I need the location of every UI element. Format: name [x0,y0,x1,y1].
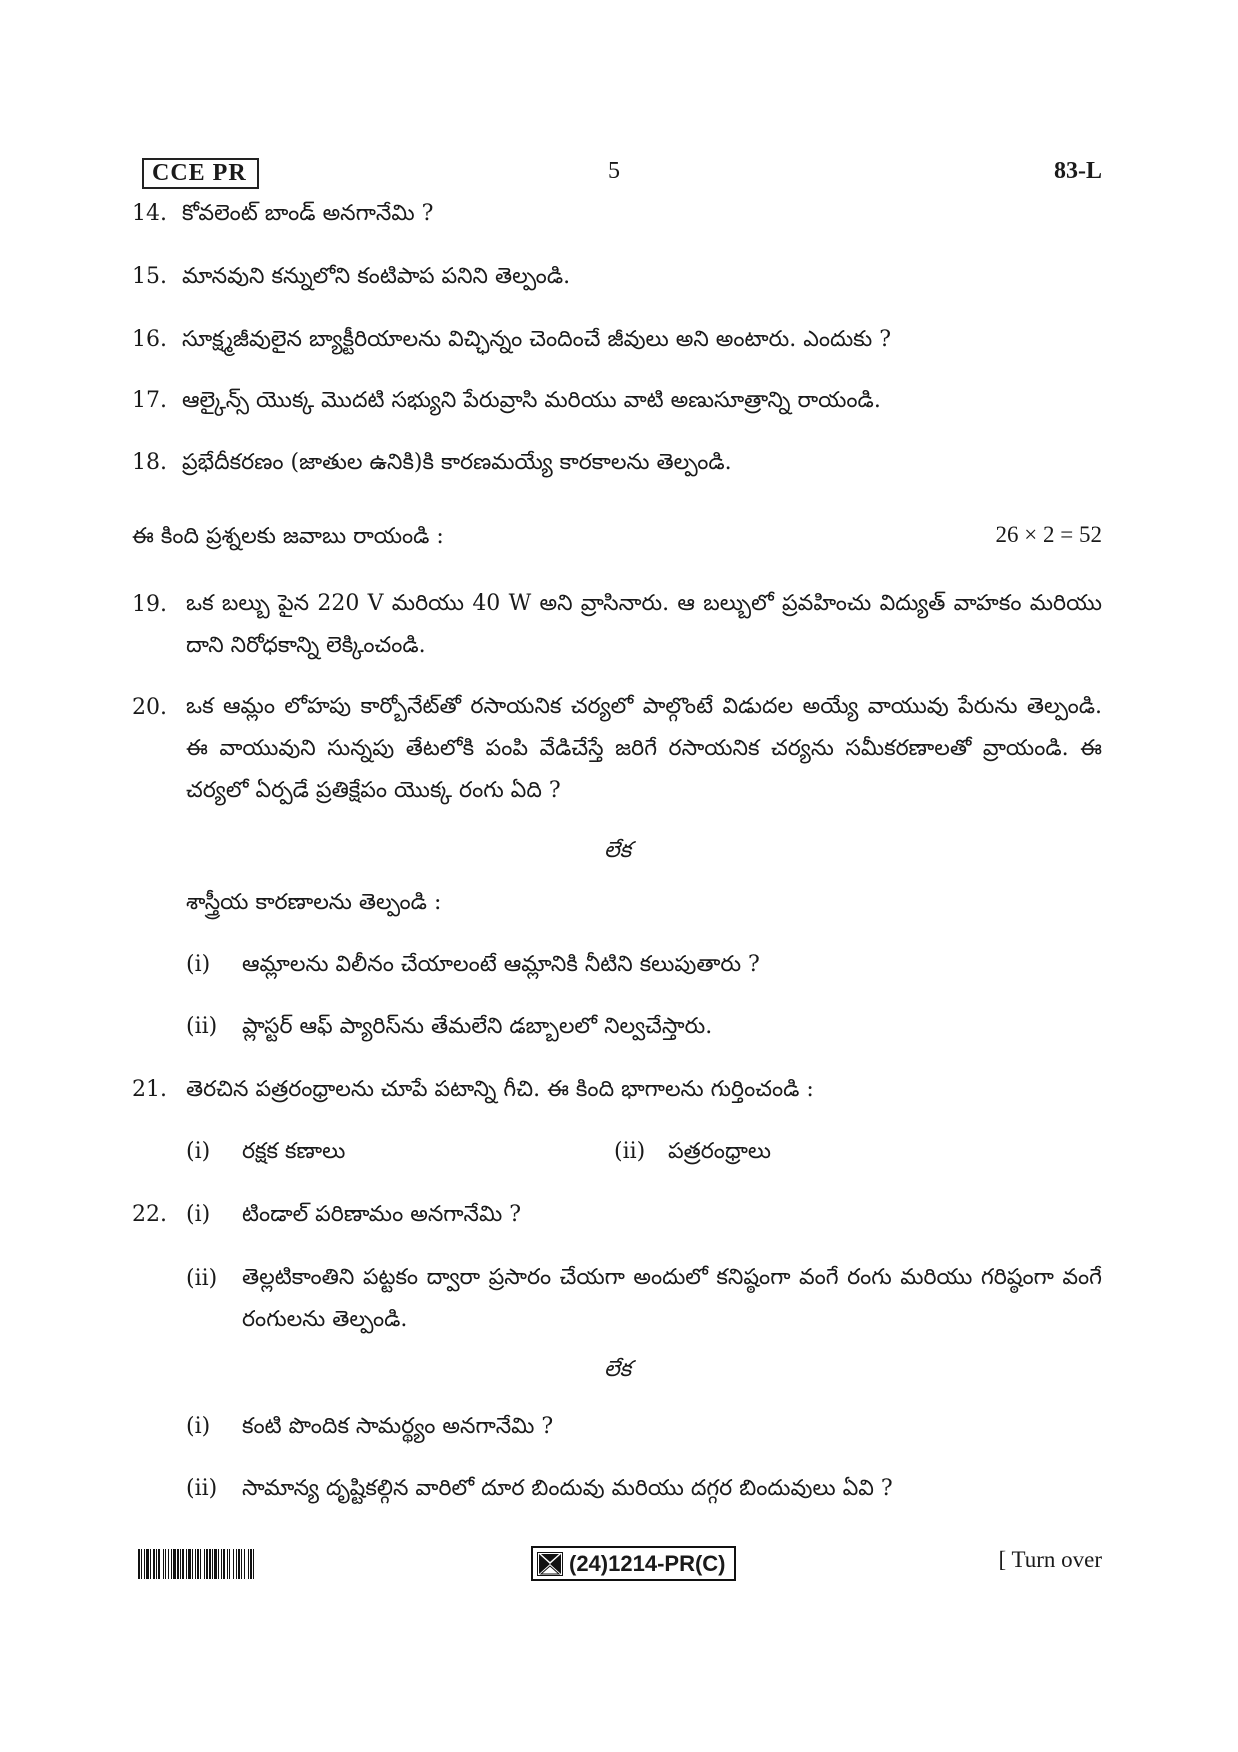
question-14 [132,199,433,229]
question-21-item-i [186,1137,345,1167]
item-number: (ii) [186,1014,218,1039]
question-number: 17. [132,388,167,413]
header-code-box: CCE PR [142,158,259,189]
question-20-alt-intro: శాస్త్రీయ కారణాలను తెల్పండి : [186,890,442,915]
question-number: 21. [132,1077,167,1102]
question-text: ఆల్కైన్స్ యొక్క మొదటి సభ్యుని పేరువ్రాసి మరియు వాటి అణుసూత్రాన్ని రాయండి. [182,388,881,413]
or-separator: లేక [604,838,632,863]
question-18 [132,448,732,478]
booklet-code: (24)1214-PR(C) [569,1550,726,1576]
item-number: (i) [186,1202,211,1227]
turn-over-label: [ Turn over [998,1547,1102,1572]
section-marks: 26 × 2 = 52 [995,522,1102,547]
question-22-item-ii-text: తెల్లటికాంతిని పట్టకం ద్వారా ప్రసారం చేయగా అందులో కనిష్ఠంగా వంగే రంగు మరియు గరిష్ఠంగా వంగే రంగులను తెల్పండి. [242,1265,1102,1332]
question-text: తెరచిన పత్రరంధ్రాలను చూపే పటాన్ని గీచి. ఈ కింది భాగాలను గుర్తించండి : [186,1077,814,1102]
question-19-number: 19. [132,592,167,617]
booklet-code-box [531,1546,736,1581]
question-21-item-ii [614,1137,771,1167]
question-19-text: ఒక బల్బు పైన 220 V మరియు 40 W అని వ్రాసినారు. ఆ బల్బులో ప్రవహించు విద్యుత్ వాహకం మరియు దాని నిరోధకాన్ని లెక్కించండి. [186,591,1102,658]
question-text: సూక్ష్మజీవులైన బ్యాక్టీరియాలను విచ్ఛిన్నం చెందించే జీవులు అని అంటారు. ఎందుకు ? [182,327,892,352]
question-text: ప్రభేదీకరణం (జాతుల ఉనికి)కి కారణమయ్యే కారకాలను తెల్పండి. [182,450,732,475]
question-15 [132,262,570,292]
item-number: (ii) [186,1476,218,1501]
question-number: 18. [132,450,167,475]
question-22-alt-ii [186,1474,893,1504]
question-number: 16. [132,327,167,352]
question-text: కోవలెంట్ బాండ్ అనగానేమి ? [182,201,434,226]
item-text: ఆమ్లాలను విలీనం చేయాలంటే ఆమ్లానికి నీటిని కలుపుతారు ? [242,952,760,977]
item-text: ప్లాస్టర్ ఆఫ్ ప్యారిస్‌ను తేమలేని డబ్బాలలో నిల్వచేస్తారు. [242,1014,713,1039]
item-number: (i) [186,1139,211,1164]
question-16 [132,325,891,355]
question-20-alt-ii [186,1012,712,1042]
item-text: పత్రరంధ్రాలు [668,1139,772,1164]
question-number: 14. [132,201,167,226]
question-21 [132,1075,814,1105]
section-instruction: ఈ కింది ప్రశ్నలకు జవాబు రాయండి : [132,524,444,549]
question-22-alt-i [186,1412,553,1442]
question-20-number: 20. [132,695,167,720]
question-22-item-ii-number: (ii) [186,1266,218,1291]
question-text: మానవుని కన్నులోని కంటిపాప పనిని తెల్పండి. [182,264,571,289]
item-number: (i) [186,952,211,977]
item-text: రక్షక కణాలు [242,1139,346,1164]
item-text: సామాన్య దృష్టికల్గిన వారిలో దూర బిందువు మరియు దగ్గర బిందువులు ఏవి ? [242,1476,893,1501]
question-20-alt-i [186,950,760,980]
or-separator: లేక [604,1357,632,1382]
booklet-symbol-icon [537,1552,563,1576]
question-22-number: 22. [132,1202,167,1227]
paper-code: 83-L [1054,158,1102,184]
item-number: (i) [186,1414,211,1439]
question-17 [132,386,881,416]
page-number: 5 [608,158,620,184]
question-number: 15. [132,264,167,289]
item-number: (ii) [614,1139,646,1164]
item-text: కంటి పొందిక సామర్థ్యం అనగానేమి ? [242,1414,554,1439]
question-22-item-i [186,1200,521,1230]
question-20-text: ఒక ఆమ్లం లోహపు కార్బోనేట్‌తో రసాయనిక చర్యలో పాల్గొంటే విడుదల అయ్యే వాయువు పేరును తెల్పండి. ఈ వాయువుని సున్నపు తేటలోకి పంపి వేడిచేస్తే జరిగే రసాయనిక చర్యను సమీకరణాలతో వ్రాయండి. ఈ చర్యలో ఏర్పడే ప్రతిక్షేపం యొక్క రంగు ఏది ? [186,694,1102,803]
barcode [138,1549,370,1579]
item-text: టిండాల్ పరిణామం అనగానేమి ? [242,1202,522,1227]
